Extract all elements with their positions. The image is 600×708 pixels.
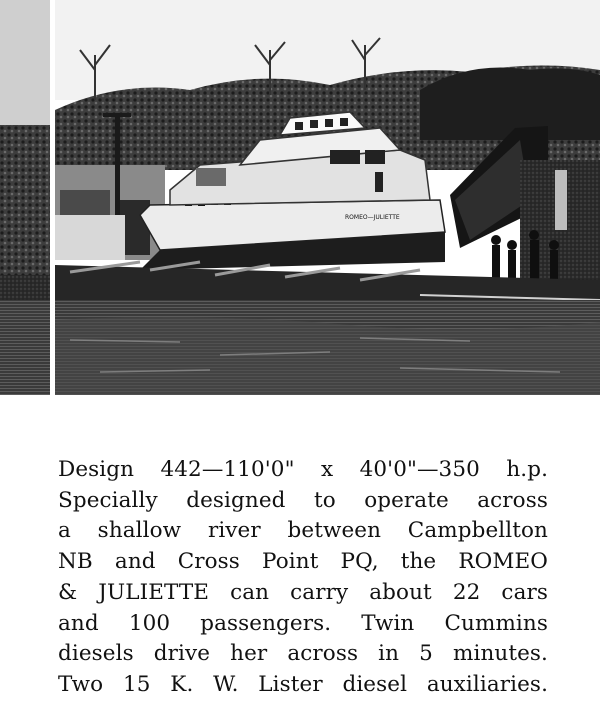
caption-line: NB and Cross Point PQ, the ROMEO — [58, 549, 548, 575]
main-photo — [55, 0, 600, 395]
caption-line: Specially designed to operate across — [58, 487, 548, 513]
caption-line: a shallow river between Campbellton — [58, 518, 548, 544]
caption-line-design: Design 442—110'0" x 40'0"—350 h.p. — [58, 457, 548, 482]
caption-line: diesels drive her across in 5 minutes. — [58, 641, 548, 667]
caption-line: & JULIETTE can carry about 22 cars — [58, 579, 548, 605]
hull-name-label: ROMEO—JULIETTE — [345, 214, 400, 221]
ferry-caption — [58, 455, 548, 701]
caption-line: and 100 passengers. Twin Cummins — [58, 610, 548, 636]
caption-line: Two 15 K. W. Lister diesel auxiliaries. — [58, 671, 548, 697]
left-photo-strip — [0, 0, 55, 395]
